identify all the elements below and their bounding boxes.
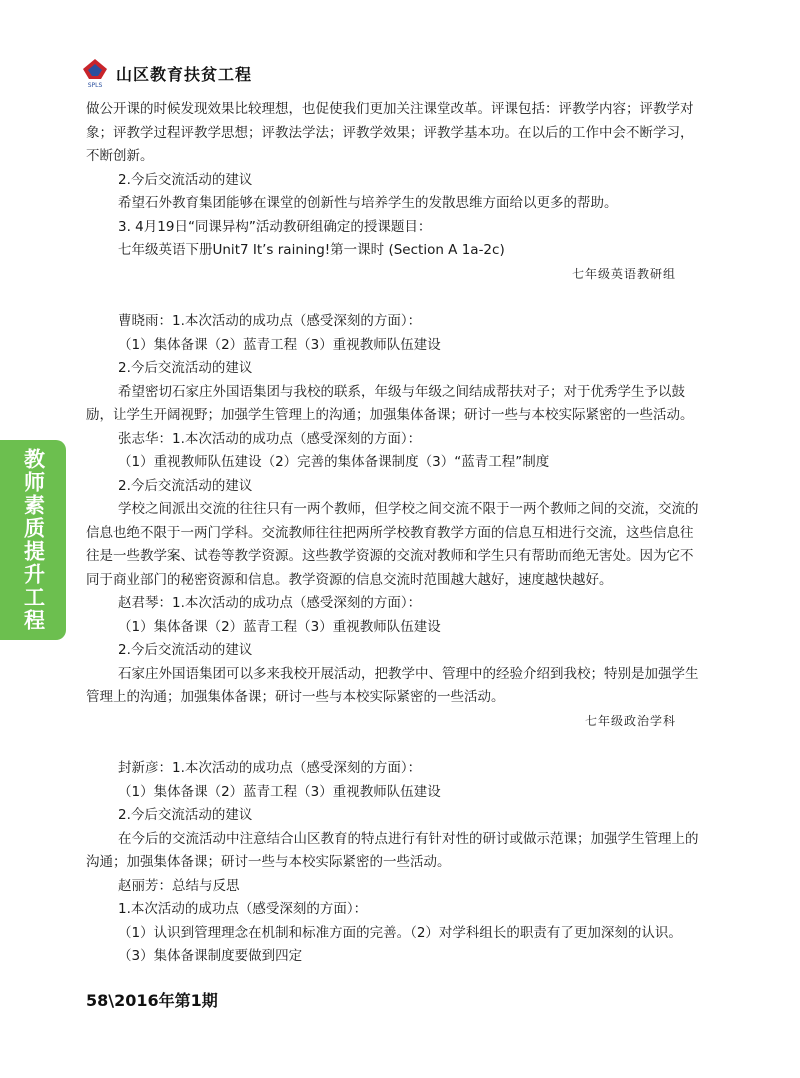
- signature-politics-group: 七年级政治学科: [584, 713, 676, 728]
- section-heading: 1.本次活动的成功点（感受深刻的方面）：: [118, 901, 368, 917]
- article-body: [86, 98, 726, 969]
- section-heading: 2.今后交流活动的建议: [118, 171, 253, 188]
- paragraph-line: 石家庄外国语集团可以多来我校开展活动，把教学中、管理中的经验介绍到我校；特别是加强学生: [118, 665, 699, 682]
- side-section-label: 教师素质提升工程: [21, 448, 46, 632]
- section-heading: 2.今后交流活动的建议: [118, 360, 253, 376]
- paragraph-line: 励，让学生开阔视野；加强学生管理上的沟通；加强集体备课；研讨一些与本校实际紧密的一些活动。: [86, 407, 694, 423]
- magazine-title: 山区教育扶贫工程: [116, 64, 253, 84]
- paragraph-line: 象；评教学过程评教学思想；评教法学法；评教学效果；评教学基本功。在以后的工作中会不断学习，: [86, 124, 694, 141]
- paragraph-line: 管理上的沟通；加强集体备课；研讨一些与本校实际紧密的一些活动。: [86, 689, 505, 705]
- paragraph-line: 希望石外教育集团能够在课堂的创新性与培养学生的发散思维方面给以更多的帮助。: [118, 195, 618, 211]
- speaker-line: 曹晓雨：1.本次活动的成功点（感受深刻的方面）：: [118, 313, 422, 329]
- section-heading: 2.今后交流活动的建议: [118, 807, 253, 823]
- speaker-line: 封新彦：1.本次活动的成功点（感受深刻的方面）：: [118, 760, 422, 776]
- paragraph-line: 信息也绝不限于一两门学科。交流教师往往把两所学校教育教学方面的信息互相进行交流，这些信息往: [86, 524, 694, 541]
- logo: [80, 57, 110, 89]
- paragraph-line: （1）重视教师队伍建设（2）完善的集体备课制度（3）“蓝青工程”制度: [118, 454, 550, 470]
- paragraph-line: （3）集体备课制度要做到四定: [118, 948, 303, 964]
- paragraph-line: 七年级英语下册Unit7 It’s raining!第一课时 (Section A 1a-2c): [118, 242, 505, 258]
- paragraph-line: （1）认识到管理理念在机制和标准方面的完善。（2）对学科组长的职责有了更加深刻的认识。: [118, 924, 682, 941]
- paragraph-line: 不断创新。: [86, 148, 154, 164]
- paragraph-line: （1）集体备课（2）蓝青工程（3）重视教师队伍建设: [118, 336, 441, 353]
- speaker-line: 赵君琴：1.本次活动的成功点（感受深刻的方面）：: [118, 595, 422, 611]
- page-header: [80, 56, 252, 90]
- logo-text: SPLS: [87, 82, 103, 89]
- side-section-tab: [0, 440, 66, 640]
- paragraph-line: 往是一些教学案、试卷等教学资源。这些教学资源的交流对教师和学生只有帮助而绝无害处。因为它不: [86, 548, 694, 564]
- paragraph-line: 希望密切石家庄外国语集团与我校的联系，年级与年级之间结成帮扶对子；对于优秀学生予以鼓: [118, 383, 685, 400]
- paragraph-line: 同于商业部门的秘密资源和信息。教学资源的信息交流时范围越大越好，速度越快越好。: [86, 571, 613, 588]
- section-heading: 2.今后交流活动的建议: [118, 642, 253, 658]
- page-footer: 58\2016年第1期: [86, 991, 218, 1010]
- paragraph-line: （1）集体备课（2）蓝青工程（3）重视教师队伍建设: [118, 783, 441, 800]
- paragraph-line: 在今后的交流活动中注意结合山区教育的特点进行有针对性的研讨或做示范课；加强学生管理上的: [118, 830, 699, 847]
- paragraph-line: 沟通；加强集体备课；研讨一些与本校实际紧密的一些活动。: [86, 854, 451, 870]
- speaker-line: 张志华：1.本次活动的成功点（感受深刻的方面）：: [118, 430, 422, 447]
- paragraph-line: （1）集体备课（2）蓝青工程（3）重视教师队伍建设: [118, 618, 441, 635]
- paragraph-line: 做公开课的时候发现效果比较理想，也促使我们更加关注课堂改革。评课包括：评教学内容；评教学对: [86, 101, 694, 117]
- signature-english-group: 七年级英语教研组: [571, 266, 676, 281]
- paragraph-line: 3. 4月19日“同课异构”活动教研组确定的授课题目：: [118, 218, 432, 235]
- section-heading: 2.今后交流活动的建议: [118, 477, 253, 494]
- paragraph-line: 学校之间派出交流的往往只有一两个教师，但学校之间交流不限于一两个教师之间的交流，交流的: [118, 501, 699, 517]
- speaker-line: 赵丽芳：总结与反思: [118, 877, 240, 894]
